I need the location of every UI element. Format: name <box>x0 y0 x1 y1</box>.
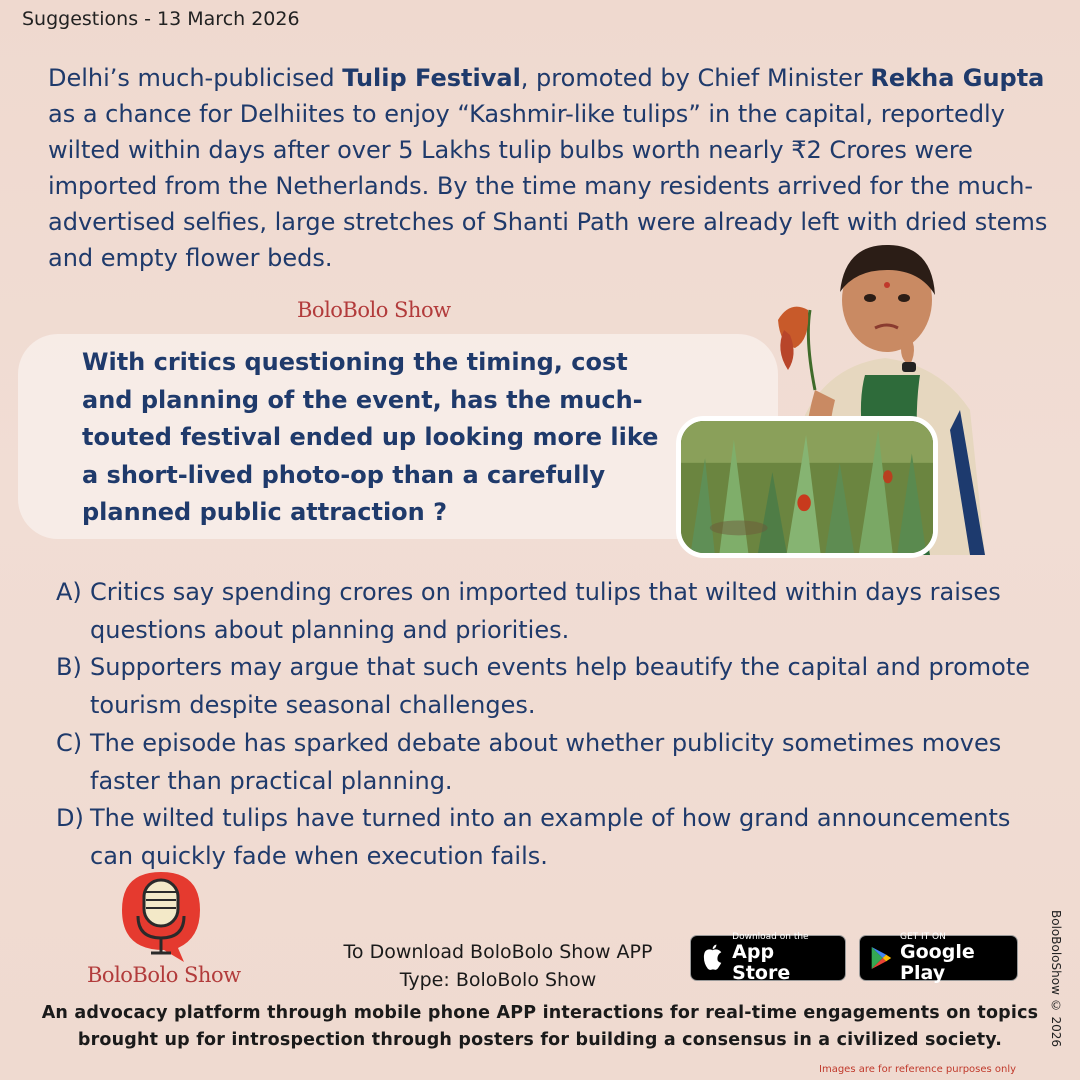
option-letter: B) <box>56 653 82 682</box>
option-c <box>56 725 1046 800</box>
option-letter: A) <box>56 578 82 606</box>
app-store-big-text: App Store <box>732 941 791 984</box>
google-play-icon <box>870 944 892 972</box>
google-play-text <box>900 932 1007 984</box>
app-store-text <box>732 932 835 984</box>
brand-wordmark-bottom: BoloBolo Show <box>87 963 241 987</box>
intro-bold-festival: Tulip Festival <box>342 64 521 92</box>
intro-text-1: Delhi’s much-publicised <box>48 64 343 92</box>
google-play-badge[interactable] <box>859 932 1018 984</box>
option-letter: D) <box>56 804 84 833</box>
app-store-badge[interactable] <box>690 932 846 984</box>
intro-text-2: , promoted by Chief Minister <box>520 64 871 92</box>
apple-icon <box>701 944 724 972</box>
brand-wordmark-mid: BoloBolo Show <box>297 298 451 322</box>
option-text: The episode has sparked debate about whether publicity sometimes moves faster than practical planning. <box>90 728 1002 795</box>
intro-text-3: as a chance for Delhiites to enjoy “Kashmir-like tulips” in the capital, reportedly wilted within days after over 5 Lakhs tulip bulbs worth nearly ₹2 Crores were imported from the Netherlands. By the time many residents arrived for the much-advertised selfies, large stretches of Shanti Path were already left with dried stems and empty flower beds. <box>48 100 1048 272</box>
disclaimer: Images are for reference purposes only <box>819 1064 1017 1075</box>
google-play-big-text: Google Play <box>900 941 975 984</box>
option-d <box>56 800 1046 875</box>
download-line-1: To Download BoloBolo Show APP <box>343 941 653 963</box>
option-text: The wilted tulips have turned into an example of how grand announcements can quickly fade when execution fails. <box>90 804 1011 870</box>
answer-options <box>56 574 1046 876</box>
wilted-tulips-photo <box>676 416 938 558</box>
copyright: BoloBoloShow © 2026 <box>1049 910 1063 1048</box>
download-line-2: Type: BoloBolo Show <box>399 969 597 991</box>
question-text: With critics questioning the timing, cost and planning of the event, has the much-touted festival ended up looking more like a short-lived photo-op than a carefully planned public attraction ? <box>82 348 659 526</box>
intro-bold-name: Rekha Gupta <box>870 64 1045 92</box>
option-letter: C) <box>56 728 83 757</box>
mission-statement: An advocacy platform through mobile phone APP interactions for real-time engagements on topics brought up for introspection through posters for building a consensus in a civilized society. <box>41 1003 1039 1050</box>
option-a <box>56 574 1046 649</box>
microphone-icon <box>118 868 204 964</box>
download-instructions <box>330 938 666 994</box>
option-b <box>56 649 1046 724</box>
option-text: Critics say spending crores on imported tulips that wilted within days raises questions about planning and priorities. <box>90 578 1001 644</box>
google-play-small-text: GET IT ON <box>900 932 946 942</box>
option-text: Supporters may argue that such events help beautify the capital and promote tourism despite seasonal challenges. <box>90 653 1031 720</box>
tulips-photo-art <box>681 421 933 553</box>
app-store-small-text: Download on the <box>732 932 809 942</box>
header-date: Suggestions - 13 March 2026 <box>22 8 300 30</box>
